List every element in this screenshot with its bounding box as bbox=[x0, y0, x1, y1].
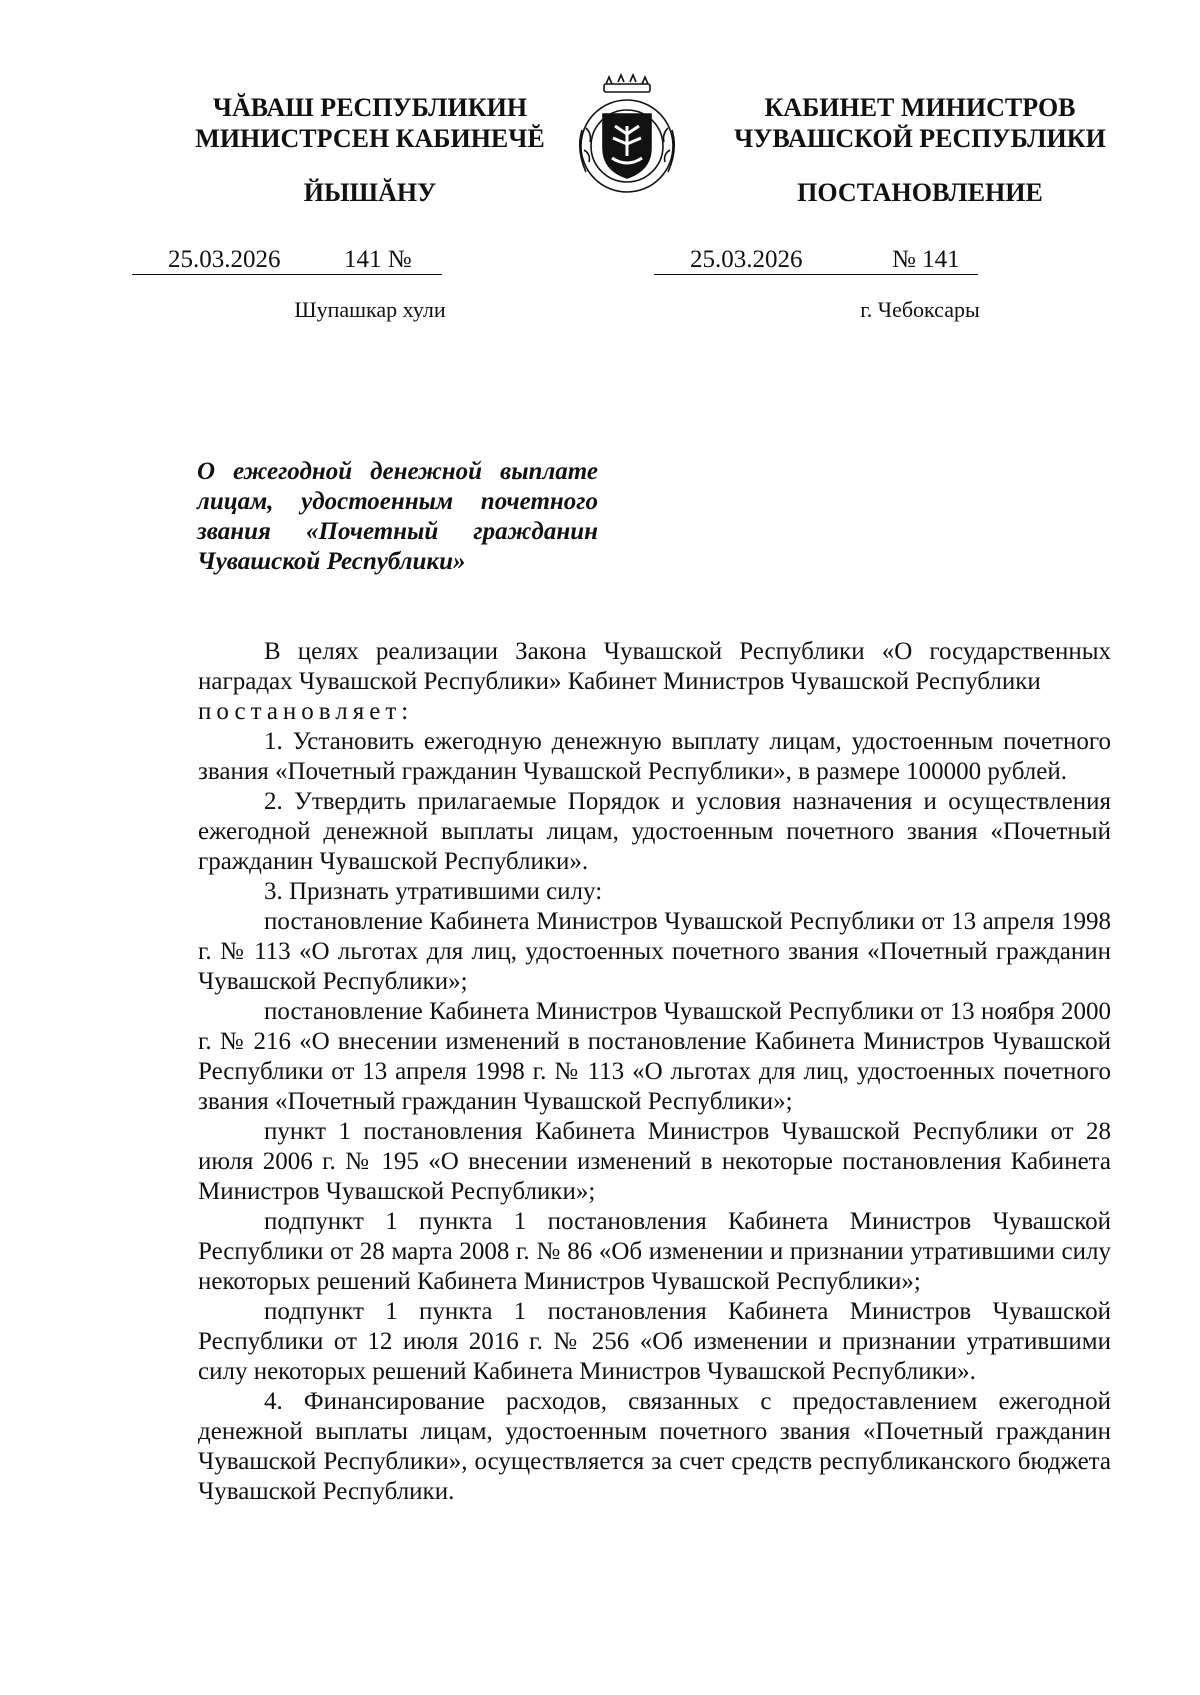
paragraph-3-item: подпункт 1 пункта 1 постановления Кабинета Министров Чувашской Республики от 28 марта 2008 г. № 86 «Об изменении и признании утратившими силу некоторых решений Кабинета Министров Чувашской Республики»; bbox=[198, 1208, 1111, 1295]
header-left-line1: ЧĂВАШ РЕСПУБЛИКИН bbox=[212, 93, 528, 122]
header-left-line2: МИНИСТРСЕН КАБИНЕЧĔ bbox=[195, 124, 545, 153]
intro-paragraph: В целях реализации Закона Чувашской Республики «О государственных наградах Чувашской Республики» Кабинет Министров Чувашской Республики bbox=[198, 638, 1111, 695]
paragraph-3-item: постановление Кабинета Министров Чувашской Республики от 13 апреля 1998 г. № 113 «О льготах для лиц, удостоенных почетного звания «Почетный гражданин Чувашской Республики»; bbox=[198, 908, 1111, 995]
paragraph-2: 2. Утвердить прилагаемые Порядок и условия назначения и осуществления ежегодной денежной выплаты лицам, удостоенным почетного звания «Почетный гражданин Чувашской Республики». bbox=[198, 788, 1111, 875]
paragraph-3-item: постановление Кабинета Министров Чувашской Республики от 13 ноября 2000 г. № 216 «О внесении изменений в постановление Кабинета Министров Чувашской Республики от 13 апреля 1998 г. № 113 «О льготах для лиц, удостоенных почетного звания «Почетный гражданин Чувашской Республики»; bbox=[198, 998, 1111, 1115]
left-place: Шупашкар хули bbox=[294, 297, 446, 322]
title-line: Чувашской Республики» bbox=[197, 548, 466, 575]
right-dateline bbox=[654, 246, 978, 275]
header-right-line1: КАБИНЕТ МИНИСТРОВ bbox=[764, 93, 1076, 122]
chuvash-coat-of-arms-icon bbox=[576, 70, 678, 208]
paragraph-1: 1. Установить ежегодную денежную выплату лицам, удостоенным почетного звания «Почетный гражданин Чувашской Республики», в размере 100000 рублей. bbox=[198, 728, 1111, 785]
header-right-title bbox=[700, 92, 1140, 154]
header-left-title bbox=[150, 92, 590, 154]
header-left-doc-type: ЙЫШĂНУ bbox=[303, 178, 437, 207]
left-date: 25.03.2026 bbox=[168, 246, 281, 273]
right-number: № 141 bbox=[892, 246, 960, 273]
title-line: лицам, удостоенным почетного bbox=[197, 488, 598, 515]
paragraph-3-item: пункт 1 постановления Кабинета Министров Чувашской Республики от 28 июля 2006 г. № 195 «О внесении изменений в некоторые постановления Кабинета Министров Чувашской Республики»; bbox=[198, 1118, 1111, 1205]
decree-word: постановляет: bbox=[198, 698, 414, 725]
left-number: 141 № bbox=[344, 246, 412, 273]
paragraph-4: 4. Финансирование расходов, связанных с предоставлением ежегодной денежной выплаты лицам, удостоенным почетного звания «Почетный гражданин Чувашской Республики», осуществляется за счет средств республиканского бюджета Чувашской Республики. bbox=[198, 1388, 1111, 1505]
document-body bbox=[198, 637, 1111, 1507]
right-place: г. Чебоксары bbox=[860, 297, 980, 322]
right-date: 25.03.2026 bbox=[690, 246, 803, 273]
paragraph-3: 3. Признать утратившими силу: bbox=[264, 878, 603, 905]
header-right-line2: ЧУВАШСКОЙ РЕСПУБЛИКИ bbox=[734, 124, 1106, 153]
title-line: О ежегодной денежной выплате bbox=[197, 458, 598, 485]
title-line: звания «Почетный гражданин bbox=[197, 518, 598, 545]
document-title bbox=[197, 457, 598, 577]
header-right-doc-type: ПОСТАНОВЛЕНИЕ bbox=[797, 178, 1043, 207]
paragraph-3-item: подпункт 1 пункта 1 постановления Кабинета Министров Чувашской Республики от 12 июля 2016 г. № 256 «Об изменении и признании утратившими силу некоторых решений Кабинета Министров Чувашской Республики». bbox=[198, 1298, 1111, 1385]
left-dateline bbox=[132, 246, 442, 275]
